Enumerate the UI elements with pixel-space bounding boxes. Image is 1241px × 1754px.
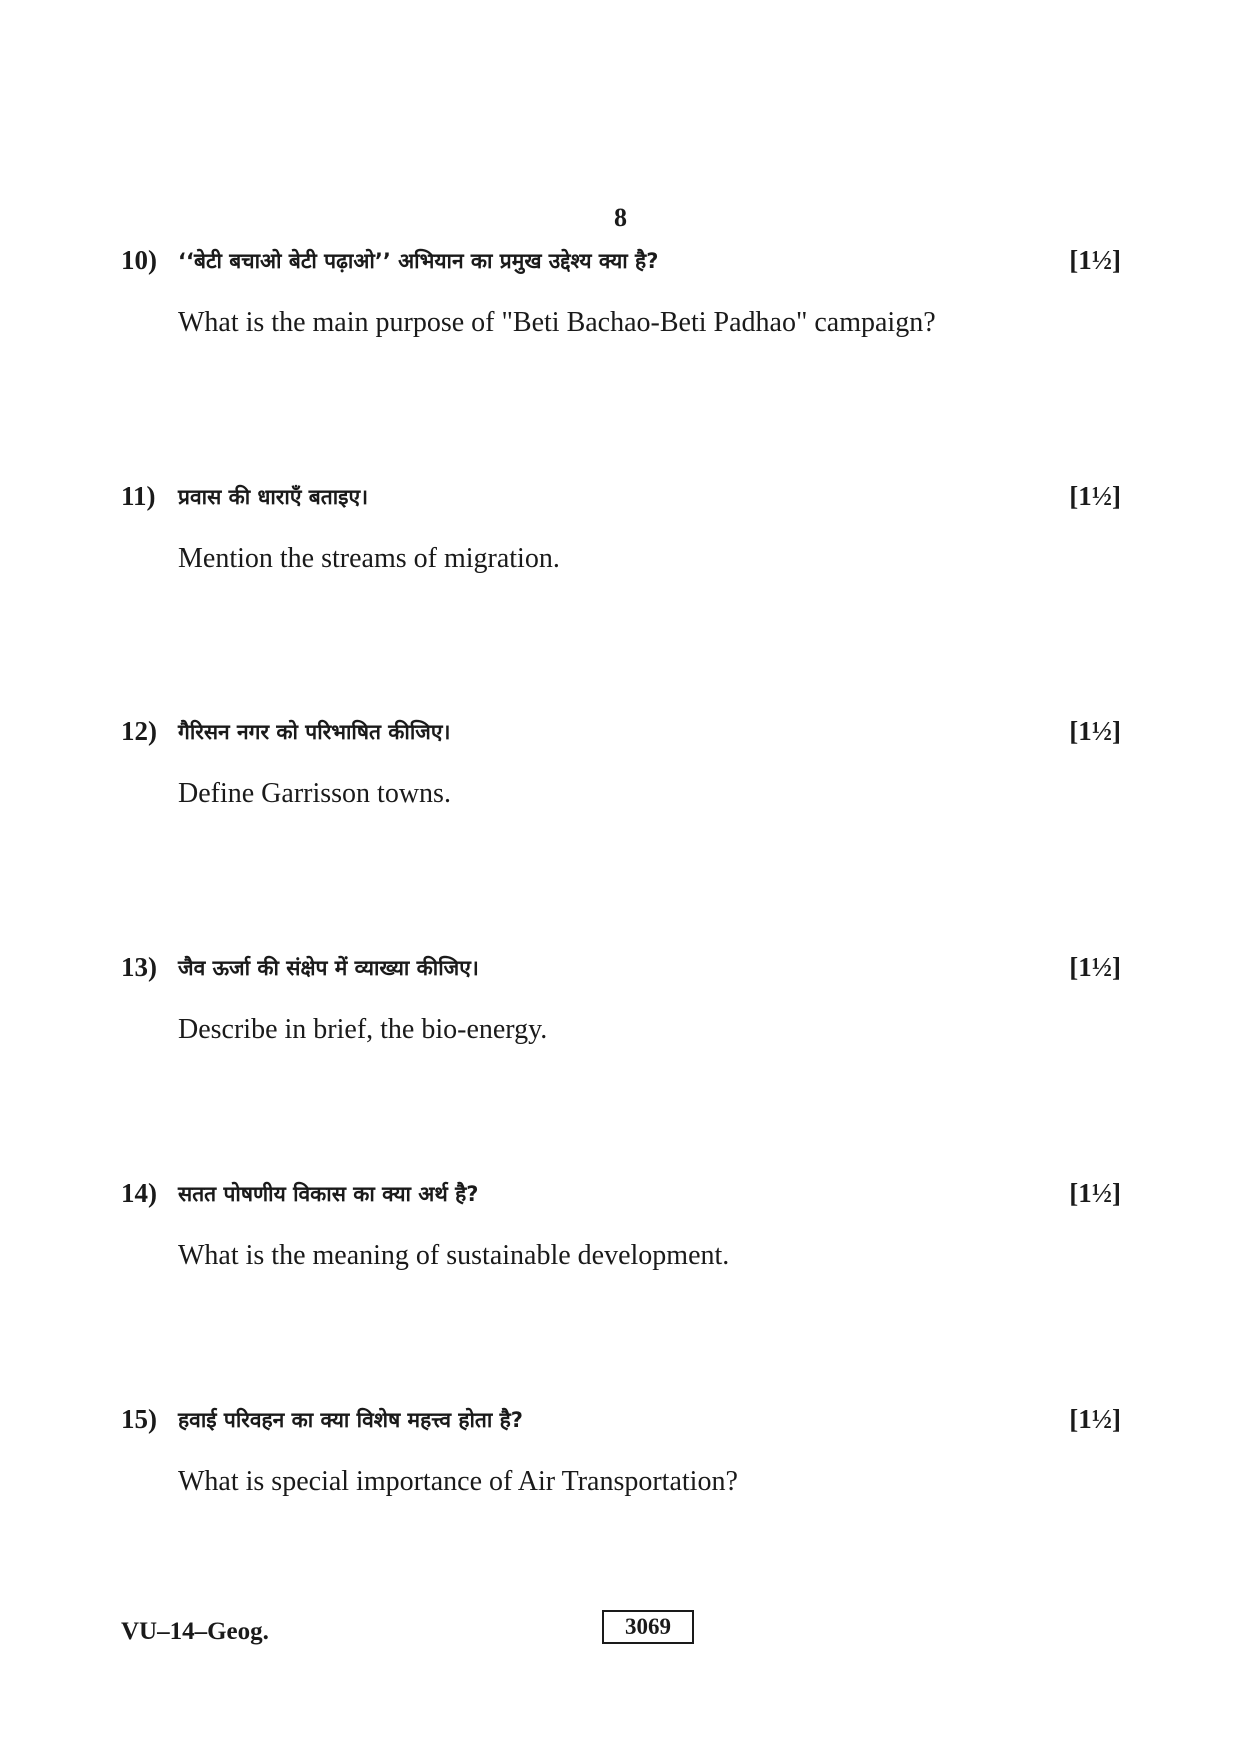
question-13 [121,952,1121,1045]
question-14 [121,1178,1121,1271]
question-text-english: Describe in brief, the bio-energy. [178,1014,548,1045]
question-number: 11) [121,481,156,511]
question-text-hindi: सतत पोषणीय विकास का क्या अर्थ है? [178,1182,479,1206]
question-text-english: What is special importance of Air Transportation? [178,1466,738,1497]
question-text-hindi: ‘‘बेटी बचाओ बेटी पढ़ाओ’’ अभियान का प्रमुख उद्देश्य क्या है? [178,249,659,273]
question-10 [121,245,1121,338]
paper-code: VU–14–Geog. [121,1618,269,1645]
question-marks: [1½] [1069,716,1121,746]
question-marks: [1½] [1069,245,1121,275]
question-text-hindi: गैरिसन नगर को परिभाषित कीजिए। [178,720,451,744]
page-number: 8 [614,203,627,232]
question-15 [121,1404,1121,1497]
question-number: 14) [121,1178,157,1208]
question-12 [121,716,1121,809]
question-number: 12) [121,716,157,746]
question-text-english: Define Garrisson towns. [178,778,451,809]
question-text-english: What is the main purpose of "Beti Bachao-Beti Padhao" campaign? [178,307,936,338]
question-text-hindi: प्रवास की धाराएँ बताइए। [178,485,369,509]
question-marks: [1½] [1069,481,1121,511]
question-11 [121,481,1121,574]
question-text-english: Mention the streams of migration. [178,543,560,574]
question-text-hindi: हवाई परिवहन का क्या विशेष महत्त्व होता है? [178,1408,523,1432]
question-text-english: What is the meaning of sustainable development. [178,1240,730,1271]
page-code-box: 3069 [602,1610,694,1644]
question-number: 15) [121,1404,157,1434]
question-number: 10) [121,245,157,275]
question-marks: [1½] [1069,1178,1121,1208]
question-number: 13) [121,952,157,982]
question-marks: [1½] [1069,952,1121,982]
question-marks: [1½] [1069,1404,1121,1434]
question-text-hindi: जैव ऊर्जा की संक्षेप में व्याख्या कीजिए। [178,956,479,980]
